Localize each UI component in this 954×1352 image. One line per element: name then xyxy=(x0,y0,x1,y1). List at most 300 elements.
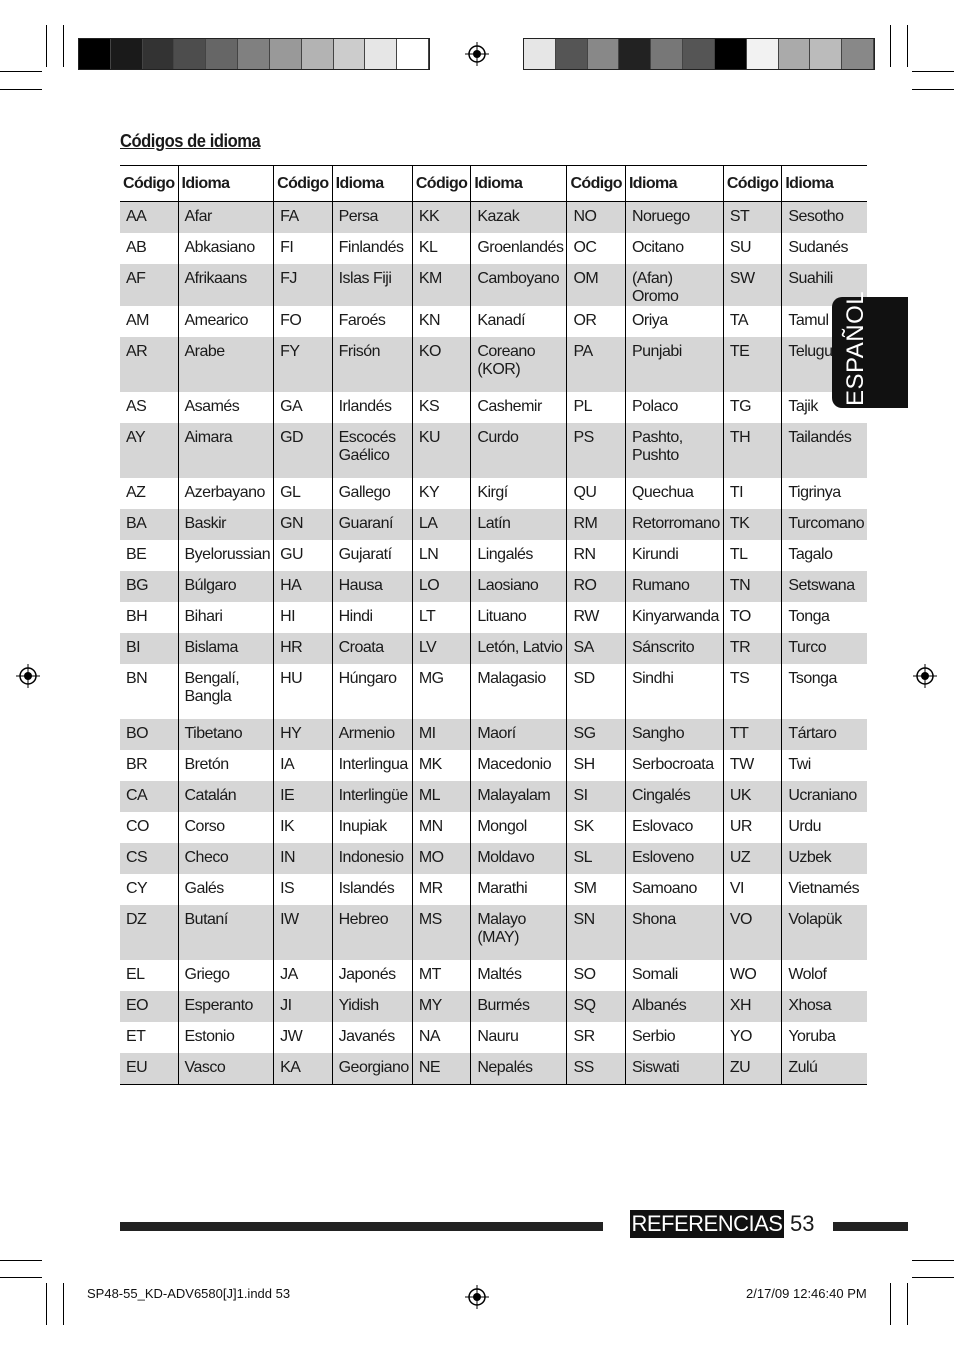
language-name-cell: Tamul xyxy=(782,306,867,337)
table-row xyxy=(120,571,867,602)
language-code-cell: IN xyxy=(274,843,333,874)
language-code-cell: BE xyxy=(126,546,147,563)
footer-rule-left xyxy=(120,1222,603,1231)
language-name-cell: Esloveno xyxy=(625,843,723,874)
language-name-cell: Sangho xyxy=(625,719,723,750)
language-code-cell: AB xyxy=(126,239,147,256)
language-code-cell: TK xyxy=(723,509,782,540)
language-code-cell: SS xyxy=(567,1053,626,1085)
color-swatch xyxy=(238,39,270,69)
language-code-cell: KN xyxy=(412,306,471,337)
language-code-cell: SM xyxy=(567,874,626,905)
language-name-cell: Hebreo xyxy=(332,905,412,960)
language-name-cell: Quechua xyxy=(625,478,723,509)
language-name-cell: Coreano (KOR) xyxy=(471,337,567,392)
language-code-cell: AM xyxy=(126,312,149,329)
language-code-cell: PA xyxy=(567,337,626,392)
language-name-cell: Bretón xyxy=(178,750,274,781)
language-code-cell: RN xyxy=(567,540,626,571)
language-name-cell: Serbio xyxy=(625,1022,723,1053)
language-name-cell: Punjabi xyxy=(625,337,723,392)
table-row xyxy=(120,233,867,264)
language-code-cell: IE xyxy=(274,781,333,812)
language-name-cell: Polaco xyxy=(625,392,723,423)
table-row xyxy=(120,843,867,874)
language-code-cell: BR xyxy=(126,756,148,773)
language-code-cell: EL xyxy=(126,966,145,983)
language-code-cell: SI xyxy=(567,781,626,812)
language-code-cell: DZ xyxy=(120,905,178,960)
language-name-cell: Guaraní xyxy=(332,509,412,540)
language-name-cell: Mongol xyxy=(471,812,567,843)
language-code-cell: TA xyxy=(723,306,782,337)
language-name-cell: Cingalés xyxy=(625,781,723,812)
header-code: Código xyxy=(274,166,333,202)
language-code-cell: BG xyxy=(120,571,178,602)
language-name-cell: Irlandés xyxy=(332,392,412,423)
language-name-cell: Interlingüe xyxy=(332,781,412,812)
crop-mark xyxy=(63,25,64,67)
language-name-cell: Sudanés xyxy=(782,233,867,264)
color-swatch xyxy=(206,39,238,69)
language-code-cell: IS xyxy=(274,874,333,905)
language-name-cell: Burmés xyxy=(471,991,567,1022)
table-row xyxy=(120,905,867,960)
language-name-cell: Curdo xyxy=(471,423,567,478)
language-name-cell: Tajik xyxy=(782,392,867,423)
language-name-cell: Tagalo xyxy=(782,540,867,571)
language-name-cell: Finlandés xyxy=(332,233,412,264)
language-code-cell: SH xyxy=(567,750,626,781)
language-name-cell: Retorromano xyxy=(625,509,723,540)
page-heading: Códigos de idioma xyxy=(120,131,261,151)
language-code-cell: TT xyxy=(723,719,782,750)
language-code-cell: NO xyxy=(567,202,626,234)
language-name-cell: Tsonga xyxy=(782,664,867,719)
language-code-cell: JA xyxy=(274,960,333,991)
language-name-cell: Marathi xyxy=(471,874,567,905)
table-row xyxy=(120,1022,867,1053)
language-name-cell: Turco xyxy=(782,633,867,664)
language-code-cell: CO xyxy=(126,818,149,835)
language-code-cell: RO xyxy=(567,571,626,602)
language-name-cell: Inupiak xyxy=(332,812,412,843)
language-code-cell: TS xyxy=(723,664,782,719)
color-swatch xyxy=(302,39,334,69)
language-name-cell: Bengalí, Bangla xyxy=(178,664,274,719)
language-name-cell: Griego xyxy=(178,960,274,991)
language-code-cell: KK xyxy=(412,202,471,234)
header-language: Idioma xyxy=(332,166,412,202)
table-row xyxy=(120,719,867,750)
language-code-cell: FI xyxy=(274,233,333,264)
language-name-cell: Bihari xyxy=(178,602,274,633)
language-name-cell: Sesotho xyxy=(782,202,867,234)
table-row xyxy=(120,874,867,905)
language-code-cell: MK xyxy=(412,750,471,781)
language-code-cell: UZ xyxy=(723,843,782,874)
language-name-cell: Aimara xyxy=(178,423,274,478)
table-row xyxy=(120,509,867,540)
language-code-cell: SR xyxy=(567,1022,626,1053)
language-code-cell: ML xyxy=(412,781,471,812)
color-swatch xyxy=(556,39,588,69)
language-code-cell: OC xyxy=(567,233,626,264)
language-code-cell: SD xyxy=(567,664,626,719)
header-language: Idioma xyxy=(782,166,867,202)
color-swatch xyxy=(842,39,874,69)
language-name-cell: Húngaro xyxy=(332,664,412,719)
language-code-cell: KA xyxy=(274,1053,333,1085)
language-name-cell: Kazak xyxy=(471,202,567,234)
language-name-cell: Malayo (MAY) xyxy=(471,905,567,960)
color-swatch xyxy=(810,39,842,69)
language-code-cell: TR xyxy=(723,633,782,664)
language-name-cell: Croata xyxy=(332,633,412,664)
table-row xyxy=(120,750,867,781)
color-swatch xyxy=(111,39,143,69)
table-row xyxy=(120,633,867,664)
language-code-cell: NA xyxy=(412,1022,471,1053)
table-row xyxy=(120,540,867,571)
crop-mark xyxy=(0,1277,42,1278)
language-name-cell: Estonio xyxy=(178,1022,274,1053)
crop-mark xyxy=(912,71,954,72)
footer-rule-right xyxy=(833,1222,908,1231)
language-code-cell: FY xyxy=(274,337,333,392)
table-header-row xyxy=(120,166,867,202)
language-name-cell: Urdu xyxy=(782,812,867,843)
language-code-cell: YO xyxy=(723,1022,782,1053)
language-name-cell: Xhosa xyxy=(782,991,867,1022)
language-name-cell: Latín xyxy=(471,509,567,540)
crop-mark xyxy=(907,1283,908,1325)
header-code: Código xyxy=(412,166,471,202)
header-code: Código xyxy=(567,166,626,202)
language-name-cell: Japonés xyxy=(332,960,412,991)
language-name-cell: Islas Fiji xyxy=(332,264,412,306)
language-code-cell: SK xyxy=(567,812,626,843)
language-code-cell: AA xyxy=(120,202,178,234)
language-name-cell: Ucraniano xyxy=(782,781,867,812)
table-row xyxy=(120,812,867,843)
language-code-cell: IK xyxy=(274,812,333,843)
language-name-cell: Volapük xyxy=(782,905,867,960)
language-code-cell: TO xyxy=(723,602,782,633)
language-name-cell: Somali xyxy=(625,960,723,991)
language-name-cell: Abkasiano xyxy=(178,233,274,264)
table-row xyxy=(120,392,867,423)
language-name-cell: Asamés xyxy=(178,392,274,423)
color-swatch xyxy=(715,39,747,69)
language-code-cell: ZU xyxy=(723,1053,782,1085)
header-language: Idioma xyxy=(471,166,567,202)
language-code-cell: LT xyxy=(412,602,471,633)
crop-mark xyxy=(0,71,42,72)
language-code-cell: AR xyxy=(120,337,178,392)
language-name-cell: Lingalés xyxy=(471,540,567,571)
slug-filename: SP48-55_KD-ADV6580[J]1.indd 53 xyxy=(87,1286,291,1301)
table-row xyxy=(120,960,867,991)
language-code-cell: QU xyxy=(567,478,626,509)
language-code-cell: WO xyxy=(723,960,782,991)
crop-mark xyxy=(0,1260,42,1261)
language-name-cell: Pashto, Pushto xyxy=(625,423,723,478)
language-name-cell: Escocés Gaélico xyxy=(332,423,412,478)
language-name-cell: Wolof xyxy=(782,960,867,991)
color-swatch xyxy=(143,39,175,69)
color-swatch xyxy=(174,39,206,69)
language-code-cell: TI xyxy=(723,478,782,509)
color-swatch xyxy=(588,39,620,69)
language-code-cell: LO xyxy=(412,571,471,602)
language-code-cell: SW xyxy=(723,264,782,306)
registration-mark-icon xyxy=(465,42,489,66)
color-swatch xyxy=(524,39,556,69)
language-name-cell: Tigrinya xyxy=(782,478,867,509)
crop-mark xyxy=(907,25,908,67)
language-name-cell: Macedonio xyxy=(471,750,567,781)
language-name-cell: Rumano xyxy=(625,571,723,602)
language-name-cell: Bislama xyxy=(178,633,274,664)
color-swatch xyxy=(270,39,302,69)
registration-mark-icon xyxy=(465,1285,489,1309)
language-code-cell: CA xyxy=(120,781,178,812)
language-code-cell: SO xyxy=(567,960,626,991)
color-calibration-bar-right xyxy=(523,38,875,70)
language-code-cell: SN xyxy=(567,905,626,960)
language-code-cell: MG xyxy=(412,664,471,719)
language-name-cell: Maltés xyxy=(471,960,567,991)
color-swatch xyxy=(779,39,811,69)
language-code-cell: IA xyxy=(274,750,333,781)
language-name-cell: Siswati xyxy=(625,1053,723,1085)
crop-mark xyxy=(46,1283,47,1325)
language-code-cell: KS xyxy=(412,392,471,423)
language-code-cell: TE xyxy=(723,337,782,392)
table-row xyxy=(120,664,867,719)
language-code-cell: MN xyxy=(412,812,471,843)
language-code-cell: MR xyxy=(412,874,471,905)
language-name-cell: Tonga xyxy=(782,602,867,633)
language-code-cell: KM xyxy=(412,264,471,306)
registration-mark-icon xyxy=(913,664,937,688)
language-name-cell: Vasco xyxy=(178,1053,274,1085)
language-code-cell: OM xyxy=(567,264,626,306)
language-name-cell: Georgiano xyxy=(332,1053,412,1085)
language-code-cell: MT xyxy=(412,960,471,991)
language-name-cell: Hausa xyxy=(332,571,412,602)
language-code-cell: HR xyxy=(274,633,333,664)
language-code-cell: MO xyxy=(412,843,471,874)
language-code-cell: FO xyxy=(274,306,333,337)
language-name-cell: Ocitano xyxy=(625,233,723,264)
language-code-cell: CS xyxy=(120,843,178,874)
language-name-cell: Afrikaans xyxy=(178,264,274,306)
language-name-cell: Kanadí xyxy=(471,306,567,337)
language-name-cell: Afar xyxy=(178,202,274,234)
language-name-cell: Checo xyxy=(178,843,274,874)
language-code-cell: EO xyxy=(120,991,178,1022)
language-name-cell: Twi xyxy=(782,750,867,781)
language-code-cell: GL xyxy=(274,478,333,509)
language-code-cell: LV xyxy=(412,633,471,664)
language-code-cell: VO xyxy=(723,905,782,960)
language-code-cell: ET xyxy=(126,1028,146,1045)
language-name-cell: Búlgaro xyxy=(178,571,274,602)
language-code-cell: BA xyxy=(120,509,178,540)
language-name-cell: Maorí xyxy=(471,719,567,750)
language-name-cell: Turcomano xyxy=(782,509,867,540)
language-code-cell: SG xyxy=(567,719,626,750)
language-name-cell: Faroés xyxy=(332,306,412,337)
language-code-cell: MY xyxy=(412,991,471,1022)
language-code-cell: SA xyxy=(567,633,626,664)
language-name-cell: Samoano xyxy=(625,874,723,905)
language-name-cell: Groenlandés xyxy=(471,233,567,264)
crop-mark xyxy=(890,25,891,67)
language-name-cell: Suahili xyxy=(782,264,867,306)
language-code-cell: CY xyxy=(126,880,148,897)
language-name-cell: Cashemir xyxy=(471,392,567,423)
language-code-cell: AZ xyxy=(126,484,146,501)
language-name-cell: Armenio xyxy=(332,719,412,750)
language-name-cell: Malagasio xyxy=(471,664,567,719)
color-swatch xyxy=(683,39,715,69)
table-row xyxy=(120,1053,867,1085)
language-name-cell: Kirgí xyxy=(471,478,567,509)
language-name-cell: Telugu xyxy=(782,337,867,392)
color-swatch xyxy=(79,39,111,69)
table-row xyxy=(120,991,867,1022)
language-code-cell: BH xyxy=(126,608,148,625)
language-code-cell: BO xyxy=(120,719,178,750)
language-code-cell: AS xyxy=(126,398,147,415)
language-name-cell: Azerbayano xyxy=(178,478,274,509)
language-codes-table xyxy=(120,165,867,1085)
language-code-cell: KO xyxy=(412,337,471,392)
language-code-cell: BN xyxy=(126,670,148,687)
language-code-cell: GA xyxy=(274,392,333,423)
table-row xyxy=(120,264,867,306)
table-row xyxy=(120,202,867,234)
language-code-cell: SL xyxy=(567,843,626,874)
table-row xyxy=(120,478,867,509)
language-code-cell: IW xyxy=(274,905,333,960)
language-code-cell: JI xyxy=(274,991,333,1022)
color-swatch xyxy=(747,39,779,69)
language-code-cell: LN xyxy=(412,540,471,571)
crop-mark xyxy=(912,1260,954,1261)
language-code-cell: SQ xyxy=(567,991,626,1022)
slug-timestamp: 2/17/09 12:46:40 PM xyxy=(746,1286,867,1301)
language-code-cell: ST xyxy=(723,202,782,234)
language-code-cell: HI xyxy=(274,602,333,633)
language-name-cell: Letón, Latvio xyxy=(471,633,567,664)
language-name-cell: Lituano xyxy=(471,602,567,633)
color-swatch xyxy=(397,39,429,69)
crop-mark xyxy=(912,89,954,90)
language-code-cell: OR xyxy=(567,306,626,337)
language-code-cell: HA xyxy=(274,571,333,602)
language-code-cell: KU xyxy=(412,423,471,478)
language-name-cell: Tártaro xyxy=(782,719,867,750)
language-name-cell: Shona xyxy=(625,905,723,960)
language-name-cell: Moldavo xyxy=(471,843,567,874)
language-name-cell: Albanés xyxy=(625,991,723,1022)
language-name-cell: Nauru xyxy=(471,1022,567,1053)
language-code-cell: MS xyxy=(412,905,471,960)
language-code-cell: TW xyxy=(723,750,782,781)
language-code-cell: TL xyxy=(723,540,782,571)
language-code-cell: SU xyxy=(723,233,782,264)
language-name-cell: Eslovaco xyxy=(625,812,723,843)
language-name-cell: Tibetano xyxy=(178,719,274,750)
color-swatch xyxy=(365,39,397,69)
language-name-cell: Interlingua xyxy=(332,750,412,781)
language-code-cell: GU xyxy=(274,540,333,571)
language-name-cell: Baskir xyxy=(178,509,274,540)
language-code-cell: RM xyxy=(567,509,626,540)
crop-mark xyxy=(0,89,42,90)
crop-mark xyxy=(890,1283,891,1325)
table-row xyxy=(120,781,867,812)
language-name-cell: Oriya xyxy=(625,306,723,337)
language-code-cell: FA xyxy=(274,202,333,234)
language-name-cell: Kinyarwanda xyxy=(625,602,723,633)
language-name-cell: Amearico xyxy=(178,306,274,337)
language-name-cell: (Afan) Oromo xyxy=(625,264,723,306)
header-code: Código xyxy=(723,166,782,202)
language-code-cell: NE xyxy=(412,1053,471,1085)
page-number: 53 xyxy=(790,1211,815,1236)
crop-mark xyxy=(912,1277,954,1278)
header-code: Código xyxy=(120,166,178,202)
language-name-cell: Hindi xyxy=(332,602,412,633)
language-name-cell: Galés xyxy=(178,874,274,905)
language-name-cell: Catalán xyxy=(178,781,274,812)
language-name-cell: Nepalés xyxy=(471,1053,567,1085)
language-name-cell: Indonesio xyxy=(332,843,412,874)
language-code-cell: XH xyxy=(723,991,782,1022)
color-calibration-bar-left xyxy=(78,38,430,70)
language-name-cell: Arabe xyxy=(178,337,274,392)
section-label: REFERENCIAS xyxy=(631,1211,783,1236)
language-code-cell: GD xyxy=(274,423,333,478)
language-code-cell: JW xyxy=(274,1022,333,1053)
registration-mark-icon xyxy=(16,664,40,688)
language-name-cell: Frisón xyxy=(332,337,412,392)
language-name-cell: Laosiano xyxy=(471,571,567,602)
crop-mark xyxy=(46,25,47,67)
language-code-cell: AY xyxy=(120,423,178,478)
language-name-cell: Camboyano xyxy=(471,264,567,306)
header-language: Idioma xyxy=(625,166,723,202)
language-code-cell: AF xyxy=(120,264,178,306)
language-name-cell: Gallego xyxy=(332,478,412,509)
language-code-cell: PS xyxy=(567,423,626,478)
language-name-cell: Vietnamés xyxy=(782,874,867,905)
language-code-cell: TG xyxy=(723,392,782,423)
language-name-cell: Serbocroata xyxy=(625,750,723,781)
language-name-cell: Yidish xyxy=(332,991,412,1022)
language-code-cell: UK xyxy=(723,781,782,812)
language-code-cell: VI xyxy=(723,874,782,905)
language-code-cell: HY xyxy=(274,719,333,750)
language-code-cell: EU xyxy=(120,1053,178,1085)
table-row xyxy=(120,602,867,633)
language-code-cell: LA xyxy=(412,509,471,540)
